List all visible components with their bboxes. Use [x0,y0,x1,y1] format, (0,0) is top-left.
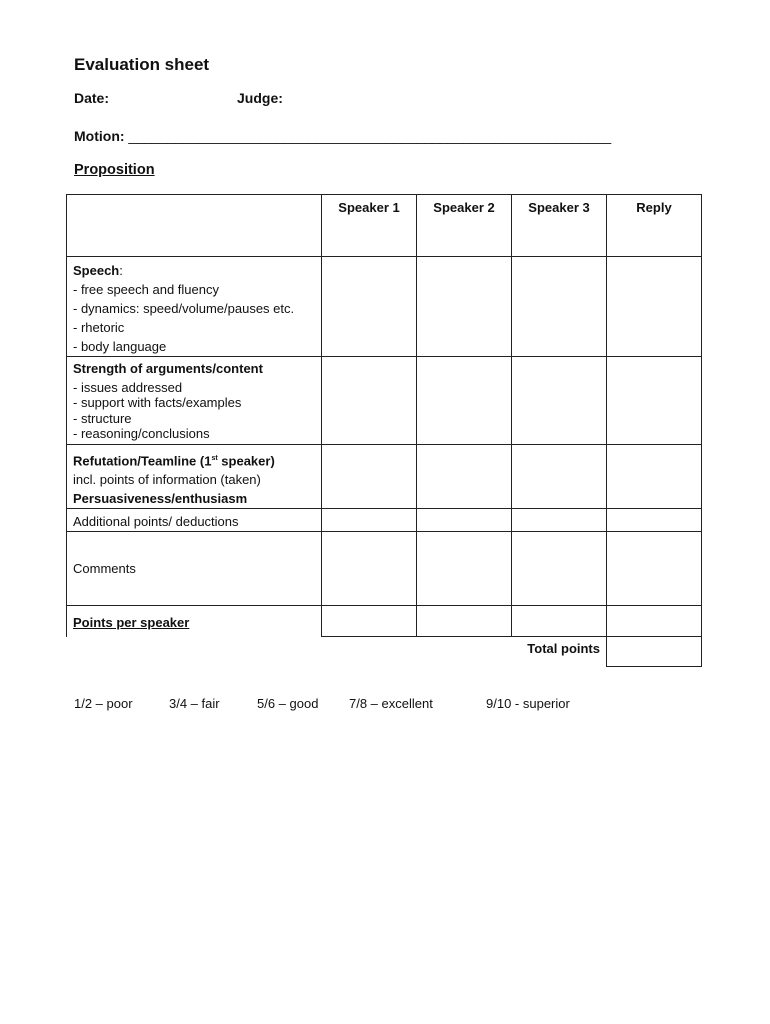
points-cell[interactable] [322,606,417,637]
col-speaker-1: Speaker 1 [322,195,417,257]
criterion-item: - rhetoric [73,320,125,335]
criterion-item: - body language [73,339,167,354]
page-title: Evaluation sheet [74,55,210,74]
total-points-cell[interactable] [607,637,702,667]
row-comments [67,532,702,606]
row-strength-label [67,357,322,445]
points-cell[interactable] [512,606,607,637]
row-additional-label: Additional points/ deductions [67,509,322,532]
score-cell[interactable] [607,357,702,445]
criterion-item: - issues addressed [73,379,183,395]
score-cell[interactable] [417,257,512,357]
row-refutation-label: Refutation/Teamline (1st speaker) incl. points of information (taken) Persuasiveness/enthusiasm [67,445,322,509]
points-cell[interactable] [417,606,512,637]
row-total [67,637,702,667]
strength-heading: Strength of arguments/content [73,361,263,376]
date-label: Date: [74,90,110,106]
score-cell[interactable] [607,509,702,532]
score-cell[interactable] [417,445,512,509]
scale-item: 5/6 – good [257,696,319,711]
score-cell[interactable] [607,257,702,357]
col-reply: Reply [607,195,702,257]
speech-heading: Speech [73,263,120,278]
score-cell[interactable] [512,509,607,532]
col-speaker-3: Speaker 3 [512,195,607,257]
row-refutation [67,445,702,509]
comment-cell[interactable] [322,532,417,606]
score-cell[interactable] [512,357,607,445]
header-corner-cell [67,195,322,257]
score-cell[interactable] [607,445,702,509]
row-strength [67,357,702,445]
criterion-item: - dynamics: speed/volume/pauses etc. [73,301,295,316]
judge-label: Judge: [237,90,283,106]
points-cell[interactable] [607,606,702,637]
comment-cell[interactable] [512,532,607,606]
score-cell[interactable] [322,509,417,532]
row-speech-label: Speech: - free speech and fluency - dynamics: speed/volume/pauses etc. - rhetoric - body language [67,257,322,357]
score-cell[interactable] [322,445,417,509]
score-cell[interactable] [417,509,512,532]
motion-label: Motion: [74,128,125,144]
score-cell[interactable] [512,257,607,357]
row-points-label: Points per speaker [67,606,322,637]
comment-cell[interactable] [607,532,702,606]
total-points-label: Total points [527,641,600,657]
score-cell[interactable] [322,257,417,357]
scale-item: 9/10 - superior [486,696,570,711]
section-heading: Proposition [74,162,155,178]
scale-item: 3/4 – fair [169,696,220,711]
scale-item: 1/2 – poor [74,696,133,711]
criterion-item: - support with facts/examples [73,395,242,410]
motion-blank-line[interactable]: ______________________________________________________________ [128,128,612,144]
persuasiveness-heading: Persuasiveness/enthusiasm [73,491,248,507]
criterion-item: - structure [73,410,132,426]
criterion-item: incl. points of information (taken) [73,472,261,488]
comment-cell[interactable] [417,532,512,606]
motion-row [74,128,611,144]
criterion-item: - free speech and fluency [73,282,219,297]
row-comments-label: Comments [67,532,322,606]
scale-item: 7/8 – excellent [349,696,433,711]
score-cell[interactable] [322,357,417,445]
header-row [67,195,702,257]
score-cell[interactable] [512,445,607,509]
row-points [67,606,702,637]
evaluation-table [66,194,702,667]
col-speaker-2: Speaker 2 [417,195,512,257]
row-speech [67,257,702,357]
row-additional [67,509,702,532]
criterion-item: - reasoning/conclusions [73,426,210,441]
score-cell[interactable] [417,357,512,445]
